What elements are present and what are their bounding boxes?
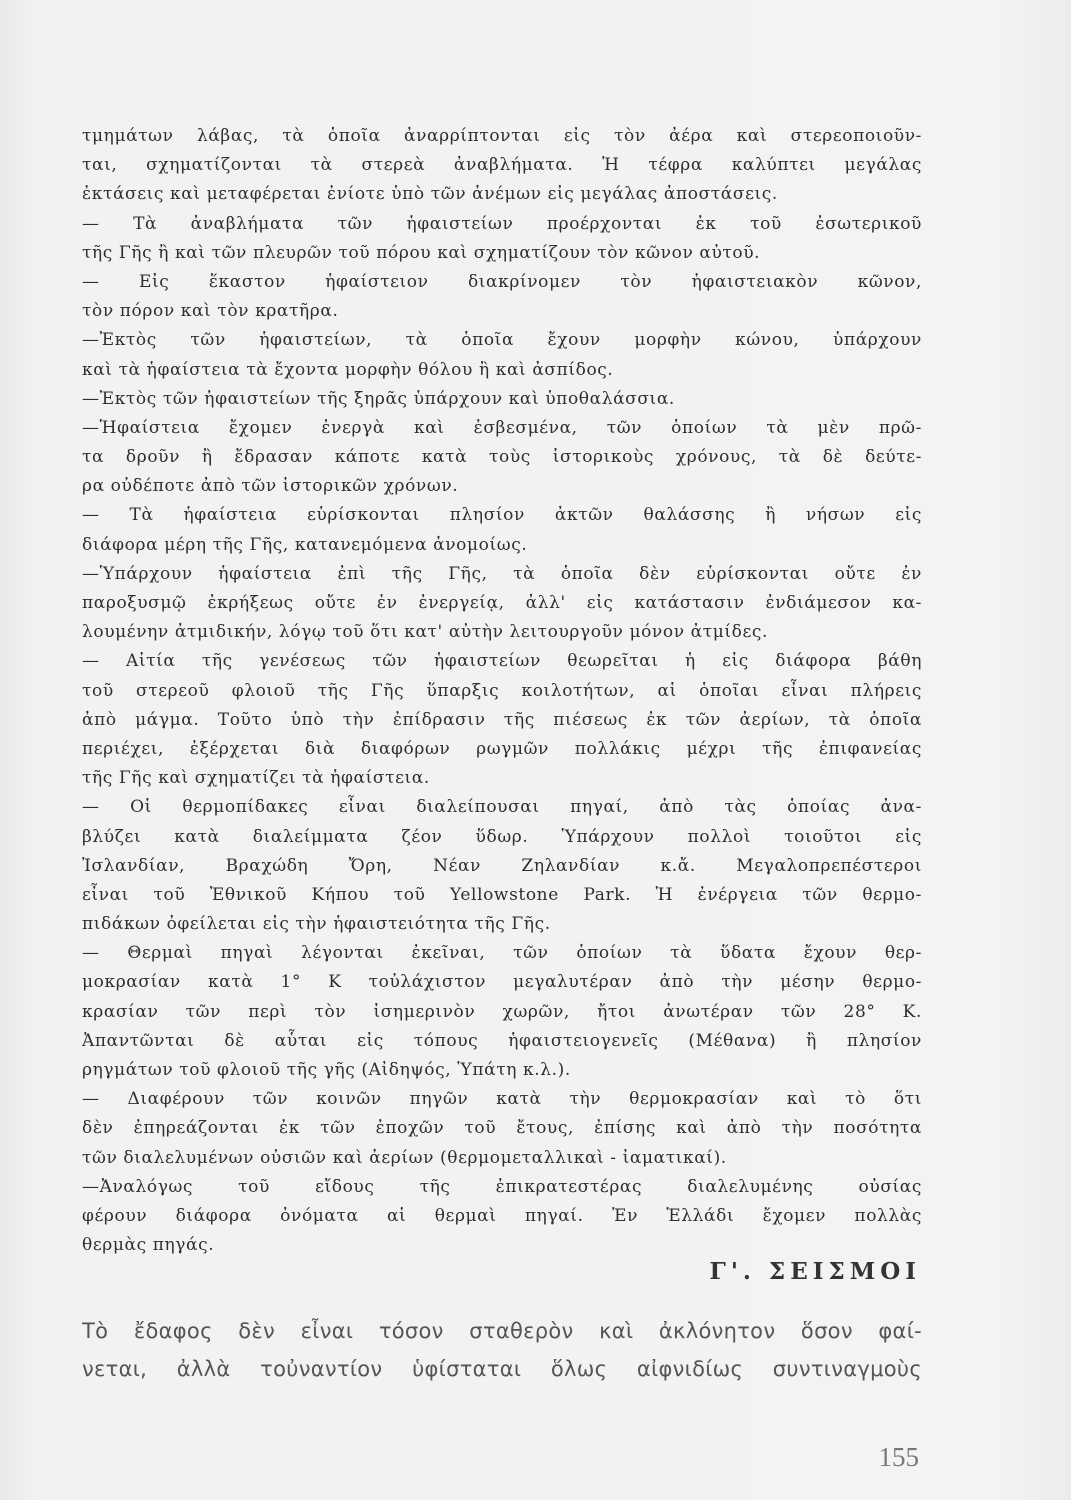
- text-line: φέρουν διάφορα ὀνόματα αἱ θερμαὶ πηγαί. Ἐν Ἑλλάδι ἔχομεν πολλὰς: [82, 1205, 922, 1226]
- text-line: — Τὰ ἡφαίστεια εὑρίσκονται πλησίον ἀκτῶν θαλάσσης ἢ νήσων εἰς: [82, 505, 922, 526]
- text-line: ρηγμάτων τοῦ φλοιοῦ τῆς γῆς (Αἰδηψός, Ὑπάτη κ.λ.).: [82, 1060, 571, 1080]
- text-line: λουμένην ἀτμιδικήν, λόγῳ τοῦ ὅτι κατ' αὐτὴν λειτουργοῦν μόνον ἀτμίδες.: [82, 622, 768, 643]
- section-intro: [82, 1312, 922, 1388]
- section-heading: Γ'. ΣΕΙΣΜΟΙ: [709, 1258, 921, 1285]
- text-line: Ἰσλανδίαν, Βραχώδη Ὄρη, Νέαν Ζηλανδίαν κ.ἄ. Μεγαλοπρεπέστεροι: [82, 855, 922, 876]
- body-text: [82, 122, 922, 1260]
- text-line: τα δροῦν ἢ ἔδρασαν κάποτε κατὰ τοὺς ἱστορικοὺς χρόνους, τὰ δὲ δεύτε-: [82, 447, 922, 468]
- text-line: διάφορα μέρη τῆς Γῆς, κατανεμόμενα ἀνομοίως.: [82, 534, 528, 555]
- text-line: ἐκτάσεις καὶ μεταφέρεται ἐνίοτε ὑπὸ τῶν ἀνέμων εἰς μεγάλας ἀποστάσεις.: [82, 184, 778, 205]
- text-line: —Ἀναλόγως τοῦ εἴδους τῆς ἐπικρατεστέρας διαλελυμένης οὐσίας: [82, 1176, 922, 1197]
- text-line: εἶναι τοῦ Ἐθνικοῦ Κήπου τοῦ Yellowstone Park. Ἡ ἐνέργεια τῶν θερμο-: [82, 884, 922, 905]
- text-line: παροξυσμῷ ἐκρήξεως οὔτε ἐν ἐνεργείᾳ, ἀλλ' εἰς κατάστασιν ἐνδιάμεσον κα-: [82, 593, 922, 613]
- page-number: 155: [878, 1442, 919, 1472]
- text-line: — Θερμαὶ πηγαὶ λέγονται ἐκεῖναι, τῶν ὁποίων τὰ ὕδατα ἔχουν θερ-: [82, 943, 922, 964]
- text-line: —Ἐκτὸς τῶν ἡφαιστείων τῆς ξηρᾶς ὑπάρχουν καὶ ὑποθαλάσσια.: [82, 388, 675, 409]
- text-line: τῶν διαλελυμένων οὐσιῶν καὶ ἀερίων (θερμομεταλλικαὶ - ἰαματικαί).: [82, 1147, 727, 1168]
- text-line: —Ὑπάρχουν ἡφαίστεια ἐπὶ τῆς Γῆς, τὰ ὁποῖα δὲν εὑρίσκονται οὔτε ἐν: [82, 563, 922, 584]
- text-line: βλύζει κατὰ διαλείμματα ζέον ὕδωρ. Ὑπάρχουν πολλοὶ τοιοῦτοι εἰς: [82, 826, 922, 847]
- text-line: τμημάτων λάβας, τὰ ὁποῖα ἀναρρίπτονται εἰς τὸν ἀέρα καὶ στερεοποιοῦν-: [82, 126, 922, 146]
- text-line: δὲν ἐπηρεάζονται ἐκ τῶν ἐποχῶν τοῦ ἔτους, ἐπίσης καὶ ἀπὸ τὴν ποσότητα: [82, 1118, 922, 1139]
- text-line: — Εἰς ἕκαστον ἡφαίστειον διακρίνομεν τὸν ἡφαιστειακὸν κῶνον,: [82, 271, 922, 292]
- section-line: νεται, ἀλλὰ τοὐναντίον ὑφίσταται ὅλως αἰφνιδίως συντιναγμοὺς: [82, 1357, 922, 1381]
- text-line: μοκρασίαν κατὰ 1° Κ τοὐλάχιστον μεγαλυτέραν ἀπὸ τὴν μέσην θερμο-: [82, 972, 922, 993]
- section-line: Τὸ ἔδαφος δὲν εἶναι τόσον σταθερὸν καὶ ἀκλόνητον ὅσον φαί-: [82, 1319, 922, 1343]
- text-line: κρασίαν τῶν περὶ τὸν ἰσημερινὸν χωρῶν, ἤτοι ἀνωτέραν τῶν 28° Κ.: [82, 1001, 922, 1022]
- text-line: — Διαφέρουν τῶν κοινῶν πηγῶν κατὰ τὴν θερμοκρασίαν καὶ τὸ ὅτι: [82, 1089, 922, 1110]
- text-line: Ἀπαντῶνται δὲ αὗται εἰς τόπους ἡφαιστειογενεῖς (Μέθανα) ἢ πλησίον: [82, 1030, 922, 1051]
- text-line: ται, σχηματίζονται τὰ στερεὰ ἀναβλήματα. Ἡ τέφρα καλύπτει μεγάλας: [82, 155, 922, 176]
- text-line: — Τὰ ἀναβλήματα τῶν ἡφαιστείων προέρχονται ἐκ τοῦ ἐσωτερικοῦ: [82, 213, 922, 234]
- text-line: τὸν πόρον καὶ τὸν κρατῆρα.: [82, 301, 339, 322]
- text-line: θερμὰς πηγάς.: [82, 1235, 215, 1256]
- text-line: τοῦ στερεοῦ φλοιοῦ τῆς Γῆς ὕπαρξις κοιλοτήτων, αἱ ὁποῖαι εἶναι πλήρεις: [82, 680, 922, 701]
- text-line: πιδάκων ὀφείλεται εἰς τὴν ἡφαιστειότητα τῆς Γῆς.: [82, 914, 551, 935]
- text-line: ρα οὐδέποτε ἀπὸ τῶν ἱστορικῶν χρόνων.: [82, 476, 459, 497]
- text-line: περιέχει, ἐξέρχεται διὰ διαφόρων ρωγμῶν πολλάκις μέχρι τῆς ἐπιφανείας: [82, 738, 922, 759]
- text-line: τῆς Γῆς καὶ σχηματίζει τὰ ἡφαίστεια.: [82, 768, 430, 789]
- text-line: τῆς Γῆς ἢ καὶ τῶν πλευρῶν τοῦ πόρου καὶ σχηματίζουν τὸν κῶνον αὐτοῦ.: [82, 242, 761, 263]
- text-line: —Ἐκτὸς τῶν ἡφαιστείων, τὰ ὁποῖα ἔχουν μορφὴν κώνου, ὑπάρχουν: [82, 330, 922, 351]
- text-line: καὶ τὰ ἡφαίστεια τὰ ἔχοντα μορφὴν θόλου ἢ καὶ ἀσπίδος.: [82, 359, 614, 380]
- text-line: — Αἰτία τῆς γενέσεως τῶν ἡφαιστείων θεωρεῖται ἡ εἰς διάφορα βάθη: [82, 651, 922, 672]
- text-line: ἀπὸ μάγμα. Τοῦτο ὑπὸ τὴν ἐπίδρασιν τῆς πιέσεως ἐκ τῶν ἀερίων, τὰ ὁποῖα: [82, 709, 922, 730]
- text-line: —Ἡφαίστεια ἔχομεν ἐνεργὰ καὶ ἐσβεσμένα, τῶν ὁποίων τὰ μὲν πρῶ-: [82, 417, 922, 438]
- text-line: — Οἱ θερμοπίδακες εἶναι διαλείπουσαι πηγαί, ἀπὸ τὰς ὁποίας ἀνα-: [82, 797, 922, 818]
